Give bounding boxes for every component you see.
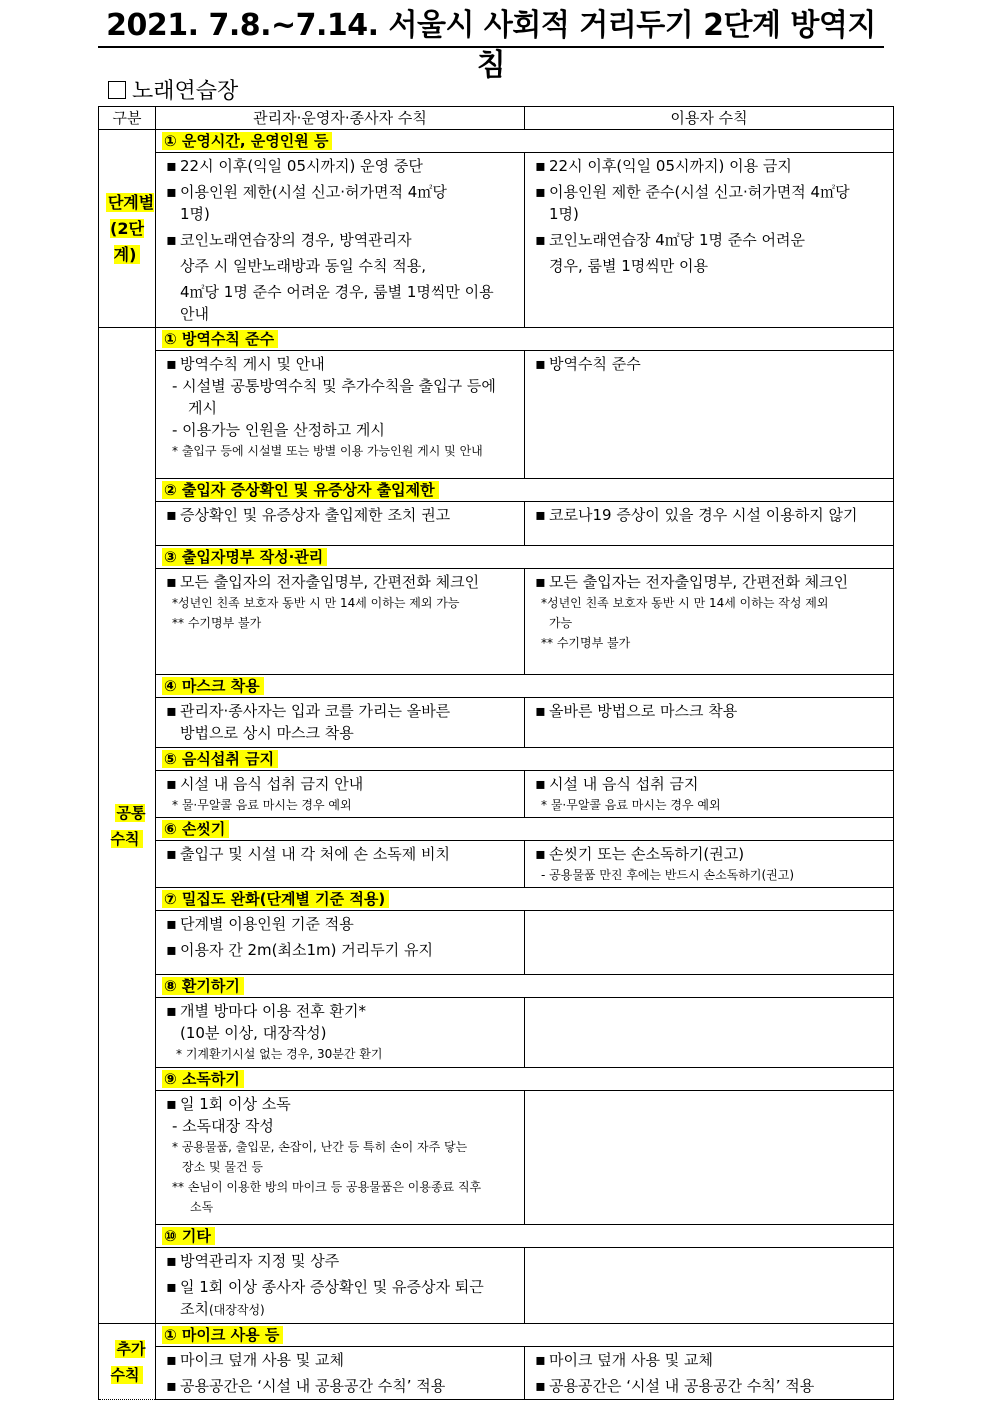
table-row xyxy=(99,569,894,675)
category-stage: 단계별 (2단계) xyxy=(99,130,156,328)
section-title: ⑨ 소독하기 xyxy=(156,1068,894,1091)
table-row xyxy=(99,998,894,1068)
table-row xyxy=(99,698,894,748)
section-title: ⑥ 손씻기 xyxy=(156,818,894,841)
section-heading-label: 노래연습장 xyxy=(132,79,239,104)
section-row xyxy=(99,888,894,911)
manager-rules-cell: ▪ 마이크 덮개 사용 및 교체 ▪ 공용공간은 ‘시설 내 공용공간 수칙’ 적용 xyxy=(156,1347,525,1400)
table-row xyxy=(99,502,894,546)
manager-rules-cell: ▪ 증상확인 및 유증상자 출입제한 조치 권고 xyxy=(156,502,525,546)
category-common: 공통 수칙 xyxy=(99,328,156,1324)
section-row xyxy=(99,130,894,153)
section-title: ① 방역수칙 준수 xyxy=(156,328,894,351)
section-row xyxy=(99,328,894,351)
user-rules-cell: ▪ 코로나19 증상이 있을 경우 시설 이용하지 않기 xyxy=(525,502,894,546)
section-row xyxy=(99,1324,894,1347)
manager-rules-cell: ▪ 일 1회 이상 소독 - 소독대장 작성 * 공용물품, 출입문, 손잡이, 난간 등 특히 손이 자주 닿는 장소 및 물건 등 ** 손님이 이용한 방의 마이크 등 공용물품은 이용종료 직후 소독 xyxy=(156,1091,525,1225)
section-title: ⑩ 기타 xyxy=(156,1225,894,1248)
user-rules-cell xyxy=(525,998,894,1068)
section-title: ② 출입자 증상확인 및 유증상자 출입제한 xyxy=(156,479,894,502)
table-row xyxy=(99,153,894,328)
section-heading xyxy=(108,80,238,104)
section-row xyxy=(99,975,894,998)
section-title: ④ 마스크 착용 xyxy=(156,675,894,698)
user-rules-cell: ▪ 방역수칙 준수 xyxy=(525,351,894,479)
manager-rules-cell: ▪ 관리자·종사자는 입과 코를 가리는 올바른 방법으로 상시 마스크 착용 xyxy=(156,698,525,748)
user-rules-cell xyxy=(525,911,894,975)
table-row xyxy=(99,1091,894,1225)
user-rules-cell: ▪ 시설 내 음식 섭취 금지 * 물·무알콜 음료 마시는 경우 예외 xyxy=(525,771,894,818)
section-title: ⑧ 환기하기 xyxy=(156,975,894,998)
section-row xyxy=(99,1068,894,1091)
section-row xyxy=(99,546,894,569)
section-title: ① 운영시간, 운영인원 등 xyxy=(156,130,894,153)
manager-rules-cell: ▪ 단계별 이용인원 기준 적용 ▪ 이용자 간 2m(최소1m) 거리두기 유지 xyxy=(156,911,525,975)
table-row xyxy=(99,1347,894,1400)
header-user-rules: 이용자 수칙 xyxy=(525,107,894,130)
section-row xyxy=(99,675,894,698)
category-additional: 추가 수칙 xyxy=(99,1324,156,1400)
manager-rules-cell: ▪ 모든 출입자의 전자출입명부, 간편전화 체크인 *성년인 친족 보호자 동반 시 만 14세 이하는 제외 가능 ** 수기명부 불가 xyxy=(156,569,525,675)
user-rules-cell: ▪ 손씻기 또는 손소독하기(권고) - 공용물품 만진 후에는 반드시 손소독하기(권고) xyxy=(525,841,894,888)
page-title: 2021. 7.8.~7.14. 서울시 사회적 거리두기 2단계 방역지침 xyxy=(98,6,884,48)
manager-rules-cell: ▪ 개별 방마다 이용 전후 환기* (10분 이상, 대장작성) * 기계환기시설 없는 경우, 30분간 환기 xyxy=(156,998,525,1068)
table-row xyxy=(99,351,894,479)
header-category: 구분 xyxy=(99,107,156,130)
checkbox-icon xyxy=(108,81,126,99)
section-row xyxy=(99,1225,894,1248)
section-title: ③ 출입자명부 작성·관리 xyxy=(156,546,894,569)
header-manager-rules: 관리자·운영자·종사자 수칙 xyxy=(156,107,525,130)
table-header-row xyxy=(99,107,894,130)
section-title: ⑤ 음식섭취 금지 xyxy=(156,748,894,771)
manager-rules-cell: ▪ 출입구 및 시설 내 각 처에 손 소독제 비치 xyxy=(156,841,525,888)
section-title: ⑦ 밀집도 완화(단계별 기준 적용) xyxy=(156,888,894,911)
user-rules-cell: ▪ 올바른 방법으로 마스크 착용 xyxy=(525,698,894,748)
section-row xyxy=(99,818,894,841)
table-row xyxy=(99,911,894,975)
section-row xyxy=(99,479,894,502)
manager-rules-cell: ▪ 시설 내 음식 섭취 금지 안내 * 물·무알콜 음료 마시는 경우 예외 xyxy=(156,771,525,818)
section-row xyxy=(99,748,894,771)
manager-rules-cell: ▪ 22시 이후(익일 05시까지) 운영 중단 ▪ 이용인원 제한(시설 신고·허가면적 4㎡당 1명) ▪ 코인노래연습장의 경우, 방역관리자 상주 시 일반노래방과 동일 수칙 적용, 4㎡당 1명 준수 어려운 경우, 룸별 1명씩만 이용 안내 xyxy=(156,153,525,328)
user-rules-cell xyxy=(525,1248,894,1324)
section-title: ① 마이크 사용 등 xyxy=(156,1324,894,1347)
table-row xyxy=(99,841,894,888)
guideline-table xyxy=(98,106,894,1400)
table-row xyxy=(99,771,894,818)
user-rules-cell: ▪ 마이크 덮개 사용 및 교체 ▪ 공용공간은 ‘시설 내 공용공간 수칙’ 적용 xyxy=(525,1347,894,1400)
user-rules-cell: ▪ 22시 이후(익일 05시까지) 이용 금지 ▪ 이용인원 제한 준수(시설 신고·허가면적 4㎡당 1명) ▪ 코인노래연습장 4㎡당 1명 준수 어려운 경우, 룸별 1명씩만 이용 xyxy=(525,153,894,328)
table-row xyxy=(99,1248,894,1324)
user-rules-cell: ▪ 모든 출입자는 전자출입명부, 간편전화 체크인 *성년인 친족 보호자 동반 시 만 14세 이하는 작성 제외 가능 ** 수기명부 불가 xyxy=(525,569,894,675)
user-rules-cell xyxy=(525,1091,894,1225)
manager-rules-cell: ▪ 방역수칙 게시 및 안내 - 시설별 공통방역수칙 및 추가수칙을 출입구 등에 게시 - 이용가능 인원을 산정하고 게시 * 출입구 등에 시설별 또는 방별 이용 가능인원 게시 및 안내 xyxy=(156,351,525,479)
manager-rules-cell: ▪ 방역관리자 지정 및 상주 ▪ 일 1회 이상 종사자 증상확인 및 유증상자 퇴근 조치(대장작성) xyxy=(156,1248,525,1324)
